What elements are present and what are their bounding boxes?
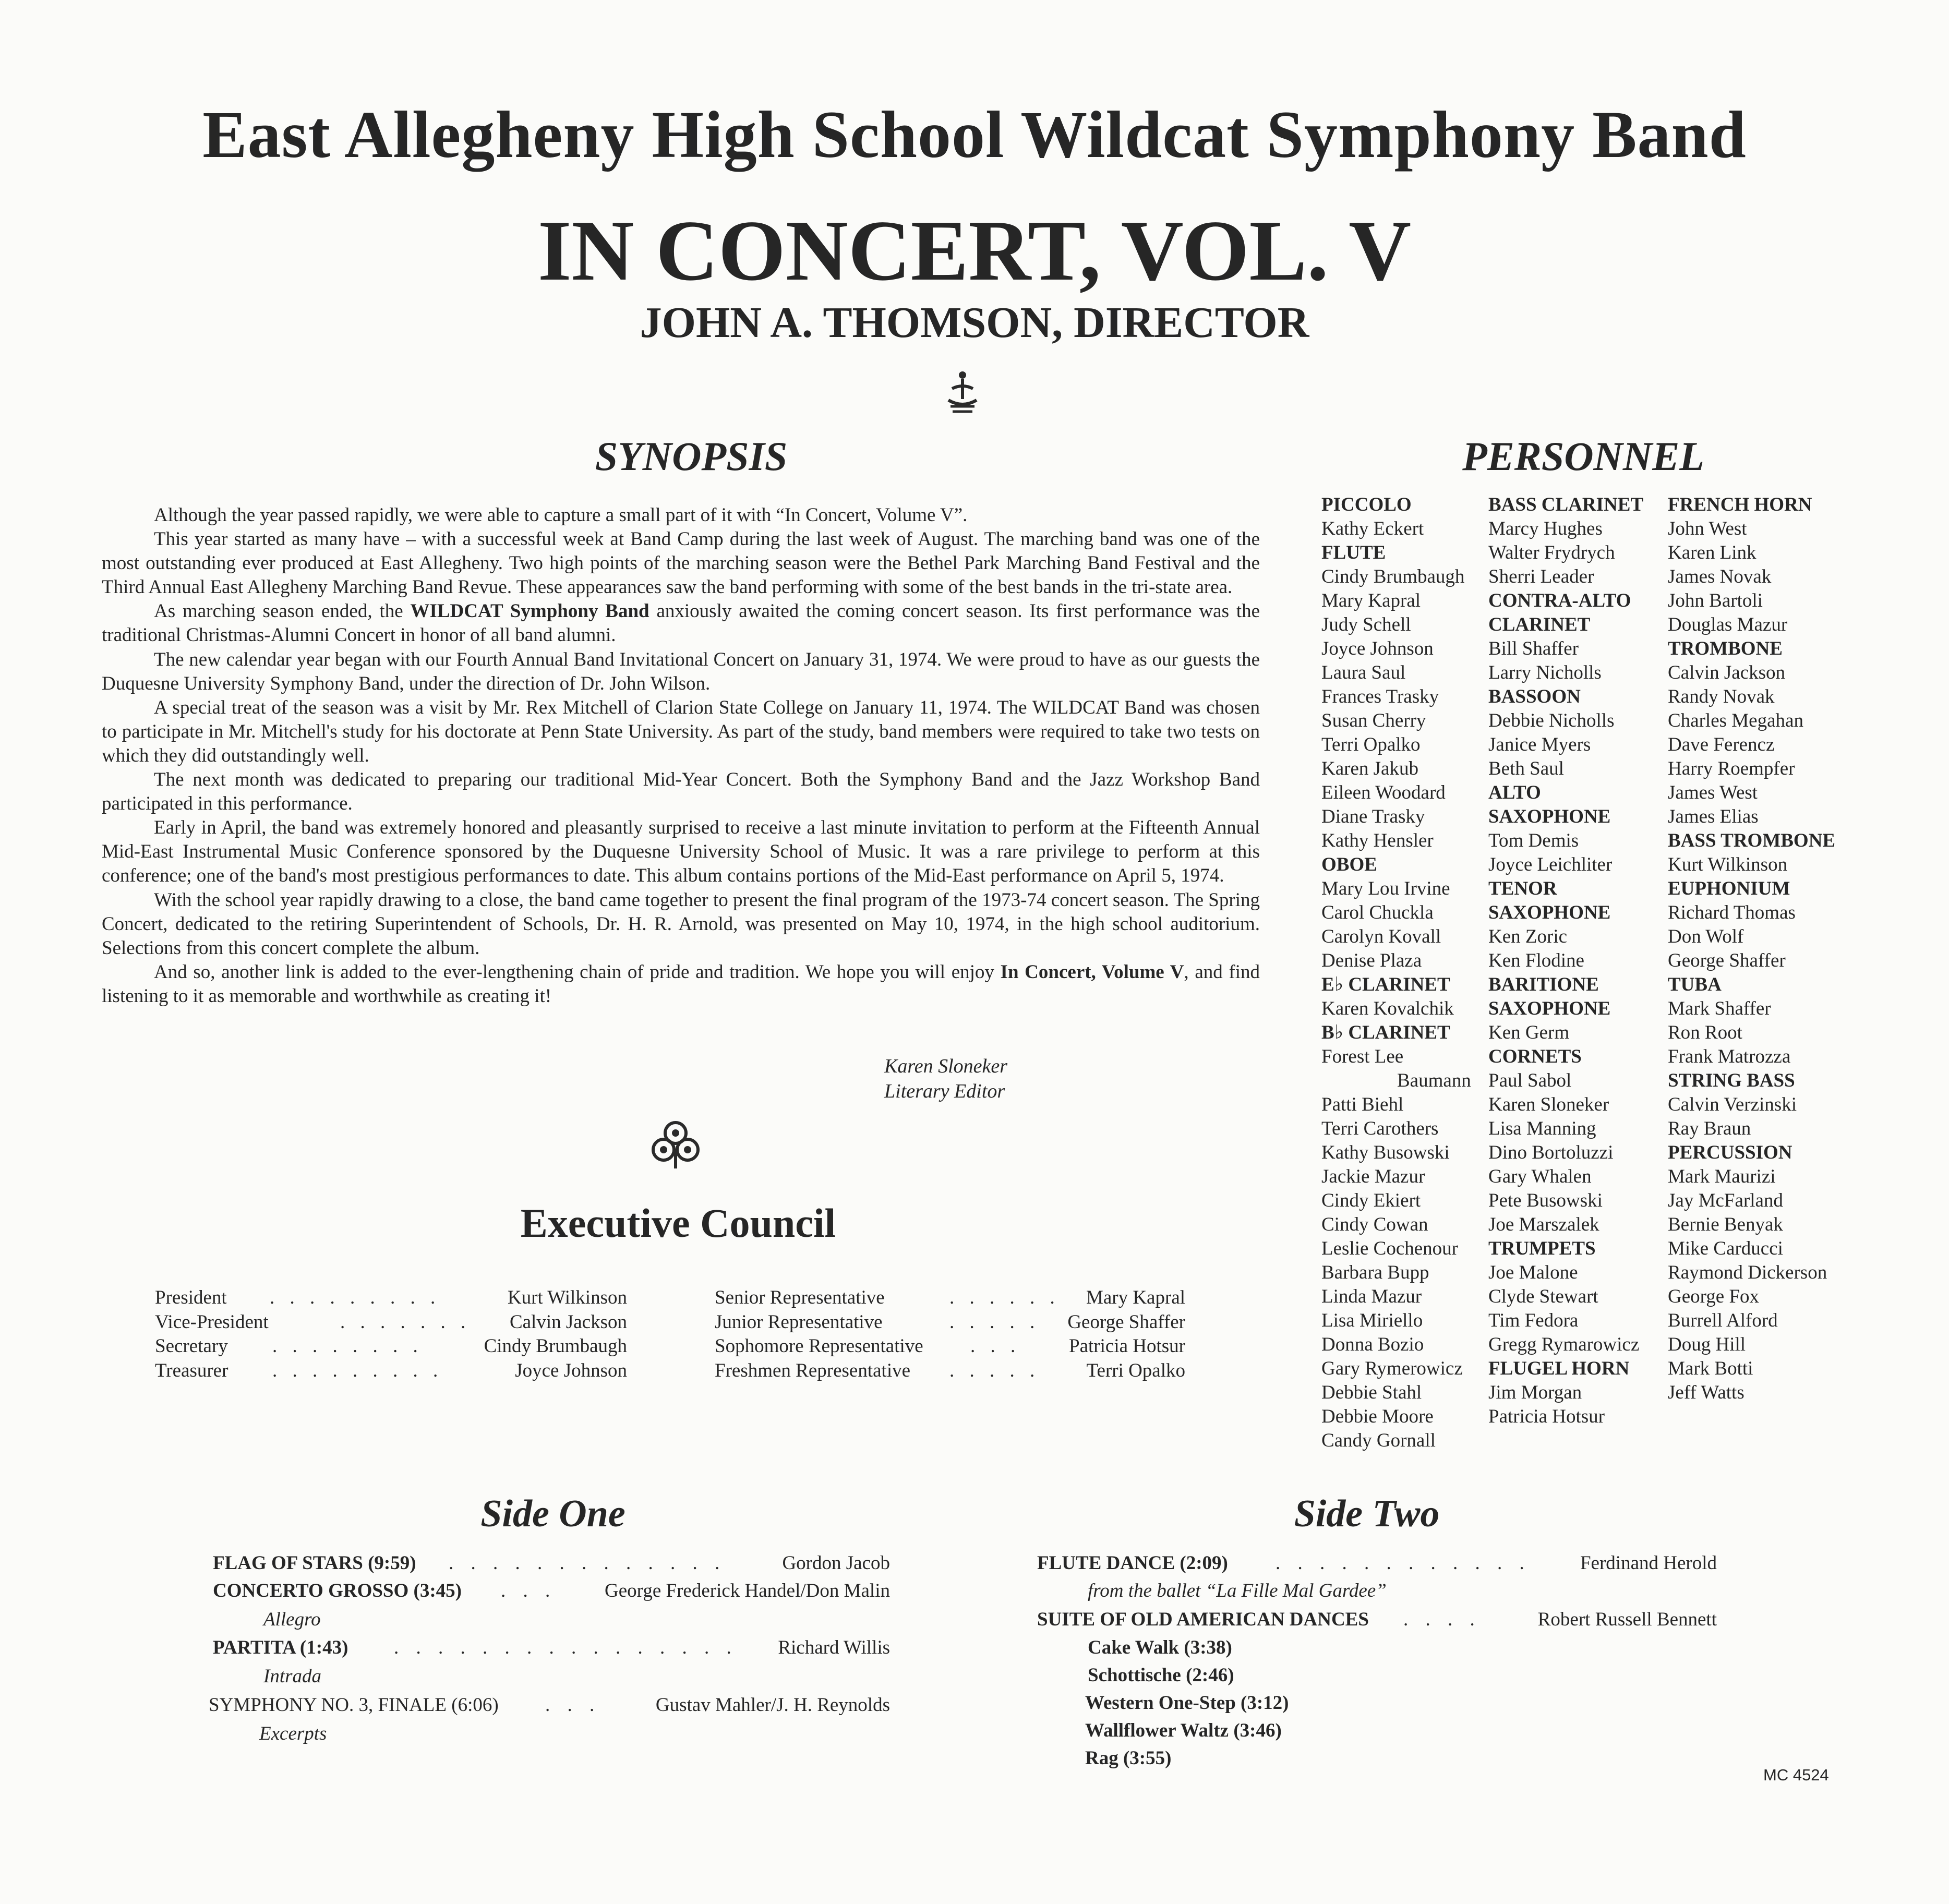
member-name: Kathy Busowski — [1321, 1142, 1450, 1163]
member-name: Mary Kapral — [1321, 590, 1421, 611]
section-label: CLARINET — [1488, 614, 1591, 635]
synopsis-paragraph: Although the year passed rapidly, we were able to capture a small part of it with “In Concert, Volume V”. — [154, 504, 968, 526]
leader-dots: . . . . . . . . . . . . . — [449, 1552, 726, 1574]
member-name: Mark Botti — [1668, 1358, 1753, 1379]
member-name: Cindy Cowan — [1321, 1214, 1428, 1235]
member-name: Jackie Mazur — [1321, 1166, 1425, 1187]
leader-dots: . . . . — [1403, 1609, 1481, 1630]
member-name: Dino Bortoluzzi — [1488, 1142, 1614, 1163]
officer-row — [155, 1286, 627, 1310]
member-name: James Novak — [1668, 566, 1772, 587]
synopsis-paragraph: The next month was dedicated to preparing our traditional Mid-Year Concert. Both the Symphony Band and the Jazz Workshop Band participated in this performance. — [102, 769, 1260, 815]
section-label: BASSOON — [1488, 686, 1581, 707]
synopsis-paragraph: A special treat of the season was a visit by Mr. Rex Mitchell of Clarion State College on January 11, 1974. The WILDCAT Band was chosen to participate in Mr. Mitchell's study for his doctorate at Penn State University. As part of the study, band members were required to take two tests on which they did outstandingly well. — [102, 696, 1260, 766]
section-label: PERCUSSION — [1668, 1142, 1792, 1163]
officer-row — [155, 1334, 627, 1359]
member-name: Mark Maurizi — [1668, 1166, 1776, 1187]
synopsis-paragraph: Early in April, the band was extremely honored and pleasantly surprised to receive a last minute invitation to perform at the Fifteenth Annual Mid-East Instrumental Music Conference sponsored by the Duquesne University School of Music. It was a rare privilege to perform at this conference; one of the band's most prestigious performances to date. This album contains portions of the Mid-East performance on April 5, 1974. — [102, 817, 1260, 887]
member-name: George Shaffer — [1668, 950, 1786, 971]
member-name: Carolyn Kovall — [1321, 926, 1441, 947]
officer-name: Kurt Wilkinson — [507, 1287, 627, 1308]
track-title: SYMPHONY NO. 3, FINALE (6:06) — [209, 1694, 499, 1716]
member-name: Denise Plaza — [1321, 950, 1422, 971]
member-name: Gary Rymerowicz — [1321, 1358, 1463, 1379]
member-name: Donna Bozio — [1321, 1334, 1424, 1355]
synopsis-bold-text: In Concert, Volume V — [1000, 961, 1184, 983]
synopsis-text: , and find listening to it as memorable and worthwhile as creating it! — [102, 961, 1260, 1007]
section-label: E♭ CLARINET — [1321, 974, 1450, 995]
member-name: George Fox — [1668, 1286, 1760, 1307]
member-name: Linda Mazur — [1321, 1286, 1422, 1307]
member-name: Dave Ferencz — [1668, 734, 1775, 755]
representatives-list — [715, 1286, 1185, 1383]
synopsis-paragraph: This year started as many have – with a successful week at Band Camp during the last week of August. The marching band was one of the most outstanding ever produced at East Allegheny. Two high points of the marching season were the Bethel Park Marching Band Festival and the Third Annual East Allegheny Marching Band Revue. These appearances saw the band performing with some of the best bands in the tri-state area. — [102, 528, 1260, 598]
personnel-heading: PERSONNEL — [1462, 433, 1704, 479]
movement-title: Cake Walk (3:38) — [1088, 1637, 1232, 1658]
member-name: Mark Shaffer — [1668, 998, 1771, 1019]
member-name: Larry Nicholls — [1488, 662, 1602, 683]
representative-role: Junior Representative — [715, 1311, 883, 1333]
member-name: Leslie Cochenour — [1321, 1238, 1458, 1259]
officer-name: Joyce Johnson — [515, 1359, 627, 1381]
movement-title: Schottische (2:46) — [1088, 1665, 1234, 1686]
leader-dots: . . . . . — [949, 1359, 1040, 1381]
member-name: John Bartoli — [1668, 590, 1763, 611]
synopsis-heading: SYNOPSIS — [595, 433, 788, 479]
member-name: Ken Germ — [1488, 1022, 1570, 1043]
section-label: BASS TROMBONE — [1668, 830, 1836, 851]
member-name: Cindy Ekiert — [1321, 1190, 1421, 1211]
member-name: Clyde Stewart — [1488, 1286, 1598, 1307]
section-label: SAXOPHONE — [1488, 902, 1611, 923]
member-name: Patricia Hotsur — [1488, 1406, 1605, 1427]
track-title: FLAG OF STARS (9:59) — [213, 1552, 416, 1574]
section-label: FLUGEL HORN — [1488, 1358, 1630, 1379]
member-name: Joyce Leichliter — [1488, 854, 1613, 875]
member-name: Barbara Bupp — [1321, 1262, 1429, 1283]
movement-title: Rag (3:55) — [1085, 1748, 1172, 1769]
member-name: Susan Cherry — [1321, 710, 1426, 731]
representative-row — [715, 1359, 1185, 1383]
member-name: Joyce Johnson — [1321, 638, 1434, 659]
section-label: BASS CLARINET — [1488, 494, 1644, 515]
member-name: Lisa Miriello — [1321, 1310, 1423, 1331]
leader-dots: . . . . . — [949, 1311, 1040, 1333]
track-title: PARTITA (1:43) — [213, 1637, 348, 1658]
member-name: Calvin Verzinski — [1668, 1094, 1797, 1115]
ornament-icon — [944, 368, 981, 415]
officer-row — [155, 1359, 627, 1383]
track-composer: Robert Russell Bennett — [1537, 1609, 1717, 1630]
member-name: Mary Lou Irvine — [1321, 878, 1450, 899]
leader-dots: . . . . . . . . — [272, 1335, 423, 1357]
officer-role: Secretary — [155, 1335, 228, 1357]
representative-role: Sophomore Representative — [715, 1335, 923, 1357]
member-name: Karen Link — [1668, 542, 1756, 563]
member-name: Doug Hill — [1668, 1334, 1746, 1355]
member-name: Walter Frydrych — [1488, 542, 1615, 563]
synopsis-body — [102, 503, 1260, 1008]
representative-name: Mary Kapral — [1086, 1287, 1185, 1308]
officer-role: Vice-President — [155, 1311, 269, 1333]
member-name: Debbie Moore — [1321, 1406, 1434, 1427]
track-composer: Gordon Jacob — [782, 1552, 890, 1574]
member-name: Carol Chuckla — [1321, 902, 1434, 923]
member-name: Candy Gornall — [1321, 1430, 1436, 1451]
member-name: Baumann — [1397, 1070, 1471, 1091]
member-name: Gary Whalen — [1488, 1166, 1592, 1187]
signature-title: Literary Editor — [884, 1080, 1005, 1102]
section-label: OBOE — [1321, 854, 1377, 875]
member-name: Diane Trasky — [1321, 806, 1425, 827]
member-name: Gregg Rymarowicz — [1488, 1334, 1640, 1355]
signature — [884, 1054, 1007, 1104]
leader-dots: . . . . . . . . . — [270, 1287, 441, 1308]
member-name: Joe Marszalek — [1488, 1214, 1599, 1235]
track-subtitle: Allegro — [263, 1609, 321, 1630]
member-name: Harry Roempfer — [1668, 758, 1795, 779]
member-name: Karen Sloneker — [1488, 1094, 1609, 1115]
section-label: TENOR — [1488, 878, 1557, 899]
track-composer: Richard Willis — [778, 1637, 890, 1658]
member-name: Kurt Wilkinson — [1668, 854, 1788, 875]
personnel-column-1 — [1321, 493, 1471, 1453]
section-label: BARITIONE — [1488, 974, 1599, 995]
leader-dots: . . . . . . . . . . . . — [1276, 1552, 1531, 1574]
member-name: Karen Jakub — [1321, 758, 1418, 779]
track-title: SUITE OF OLD AMERICAN DANCES — [1037, 1609, 1369, 1630]
member-name: Tim Fedora — [1488, 1310, 1579, 1331]
leader-dots: . . . . . . . . . — [272, 1359, 443, 1381]
section-label: FLUTE — [1321, 542, 1386, 563]
member-name: Ken Flodine — [1488, 950, 1584, 971]
member-name: Ron Root — [1668, 1022, 1742, 1043]
executive-council-heading: Executive Council — [520, 1200, 836, 1246]
signature-name: Karen Sloneker — [884, 1055, 1008, 1077]
member-name: Eileen Woodard — [1321, 782, 1446, 803]
track-composer: Ferdinand Herold — [1580, 1552, 1717, 1574]
synopsis-text: As marching season ended, the — [154, 600, 411, 622]
album-title: East Allegheny High School Wildcat Symphony Band — [202, 98, 1747, 172]
synopsis-bold-text: WILDCAT Symphony Band — [410, 600, 649, 622]
section-label: TUBA — [1668, 974, 1722, 995]
member-name: Terri Opalko — [1321, 734, 1421, 755]
leader-dots: . . . — [501, 1580, 557, 1601]
clover-ornament-icon — [647, 1116, 704, 1174]
personnel-column-3 — [1668, 493, 1835, 1405]
member-name: Debbie Stahl — [1321, 1382, 1422, 1403]
officer-role: Treasurer — [155, 1359, 228, 1381]
member-name: Kathy Hensler — [1321, 830, 1434, 851]
member-name: Karen Kovalchik — [1321, 998, 1454, 1019]
member-name: Douglas Mazur — [1668, 614, 1788, 635]
member-name: John West — [1668, 518, 1747, 539]
member-name: Sherri Leader — [1488, 566, 1594, 587]
member-name: Charles Megahan — [1668, 710, 1803, 731]
section-label: PICCOLO — [1321, 494, 1412, 515]
member-name: Jeff Watts — [1668, 1382, 1745, 1403]
section-label: ALTO — [1488, 782, 1541, 803]
representative-role: Freshmen Representative — [715, 1359, 911, 1381]
member-name: Randy Novak — [1668, 686, 1775, 707]
leader-dots: . . . . . . — [949, 1287, 1060, 1308]
representative-name: George Shaffer — [1067, 1311, 1185, 1333]
member-name: Richard Thomas — [1668, 902, 1796, 923]
member-name: Calvin Jackson — [1668, 662, 1786, 683]
member-name: Bernie Benyak — [1668, 1214, 1783, 1235]
section-label: FRENCH HORN — [1668, 494, 1812, 515]
member-name: Joe Malone — [1488, 1262, 1578, 1283]
section-label: EUPHONIUM — [1668, 878, 1790, 899]
section-label: SAXOPHONE — [1488, 998, 1611, 1019]
track-composer: George Frederick Handel/Don Malin — [605, 1580, 890, 1601]
officers-list — [155, 1286, 627, 1383]
member-name: Frank Matrozza — [1668, 1046, 1791, 1067]
representative-row — [715, 1286, 1185, 1310]
member-name: Laura Saul — [1321, 662, 1406, 683]
member-name: Beth Saul — [1488, 758, 1564, 779]
track-subtitle: from the ballet “La Fille Mal Gardee” — [1088, 1580, 1387, 1601]
track-composer: Gustav Mahler/J. H. Reynolds — [655, 1694, 890, 1716]
section-label: TROMBONE — [1668, 638, 1783, 659]
member-name: Judy Schell — [1321, 614, 1411, 635]
member-name: Paul Sabol — [1488, 1070, 1572, 1091]
member-name: Lisa Manning — [1488, 1118, 1596, 1139]
member-name: Frances Trasky — [1321, 686, 1439, 707]
movement-title: Wallflower Waltz (3:46) — [1085, 1720, 1282, 1741]
member-name: Bill Shaffer — [1488, 638, 1579, 659]
track-subtitle: Excerpts — [259, 1723, 327, 1744]
movement-title: Western One-Step (3:12) — [1085, 1692, 1289, 1714]
representative-role: Senior Representative — [715, 1287, 885, 1308]
section-label: CORNETS — [1488, 1046, 1582, 1067]
section-label: CONTRA-ALTO — [1488, 590, 1631, 611]
leader-dots: . . . . . . . — [340, 1311, 471, 1333]
officer-name: Calvin Jackson — [509, 1311, 627, 1333]
side-two-heading: Side Two — [1294, 1492, 1440, 1535]
member-name: Debbie Nicholls — [1488, 710, 1615, 731]
synopsis-paragraph — [102, 960, 1260, 1008]
synopsis-paragraph: The new calendar year began with our Fourth Annual Band Invitational Concert on January 31, 1974. We were proud to have as our guests the Duquesne University Symphony Band, under the direction of Dr. John Wilson. — [102, 648, 1260, 694]
section-label: STRING BASS — [1668, 1070, 1795, 1091]
synopsis-text: And so, another link is added to the ever-lengthening chain of pride and tradition. We hope you will enjoy — [154, 961, 1001, 983]
member-name: Raymond Dickerson — [1668, 1262, 1827, 1283]
synopsis-paragraph: With the school year rapidly drawing to a close, the band came together to present the final program of the 1973-74 concert season. The Spring Concert, dedicated to the retiring Superintendent of Schools, Dr. H. R. Arnold, was presented on May 10, 1974, in the high school auditorium. Selections from this concert complete the album. — [102, 889, 1260, 959]
leader-dots: . . . — [970, 1335, 1021, 1357]
representative-name: Terri Opalko — [1086, 1359, 1185, 1381]
section-label: B♭ CLARINET — [1321, 1022, 1450, 1043]
officer-name: Cindy Brumbaugh — [484, 1335, 627, 1357]
member-name: Forest Lee — [1321, 1046, 1404, 1067]
officer-role: President — [155, 1287, 227, 1308]
track-title: CONCERTO GROSSO (3:45) — [213, 1580, 462, 1601]
member-name: James West — [1668, 782, 1758, 803]
member-name: Mike Carducci — [1668, 1238, 1783, 1259]
synopsis-text: anxiously awaited the coming concert season. Its first performance was the traditional Christmas-Alumni Concert in honor of all band alumni. — [102, 600, 1260, 646]
synopsis-paragraph — [102, 599, 1260, 647]
member-name: Pete Busowski — [1488, 1190, 1603, 1211]
leader-dots: . . . — [545, 1694, 601, 1716]
member-name: Jim Morgan — [1488, 1382, 1582, 1403]
personnel-column-2 — [1488, 493, 1643, 1429]
member-name: Terri Carothers — [1321, 1118, 1439, 1139]
section-label: SAXOPHONE — [1488, 806, 1611, 827]
section-label: TRUMPETS — [1488, 1238, 1596, 1259]
member-name: Kathy Eckert — [1321, 518, 1424, 539]
member-name: James Elias — [1668, 806, 1759, 827]
member-name: Marcy Hughes — [1488, 518, 1603, 539]
track-subtitle: Intrada — [263, 1666, 321, 1687]
leader-dots: . . . . . . . . . . . . . . . . — [394, 1637, 738, 1658]
side-one-heading: Side One — [480, 1492, 625, 1535]
member-name: Ken Zoric — [1488, 926, 1568, 947]
member-name: Burrell Alford — [1668, 1310, 1778, 1331]
member-name: Jay McFarland — [1668, 1190, 1783, 1211]
member-name: Tom Demis — [1488, 830, 1579, 851]
member-name: Ray Braun — [1668, 1118, 1751, 1139]
member-name: Don Wolf — [1668, 926, 1744, 947]
representative-row — [715, 1310, 1185, 1335]
catalog-number: MC 4524 — [1763, 1766, 1829, 1784]
representative-row — [715, 1334, 1185, 1359]
director-credit: JOHN A. THOMSON, DIRECTOR — [640, 298, 1309, 347]
representative-name: Patricia Hotsur — [1069, 1335, 1185, 1357]
track-title: FLUTE DANCE (2:09) — [1037, 1552, 1228, 1574]
album-subtitle: IN CONCERT, VOL. V — [537, 202, 1412, 298]
member-name: Janice Myers — [1488, 734, 1591, 755]
member-name: Cindy Brumbaugh — [1321, 566, 1465, 587]
member-name: Patti Biehl — [1321, 1094, 1404, 1115]
officer-row — [155, 1310, 627, 1335]
